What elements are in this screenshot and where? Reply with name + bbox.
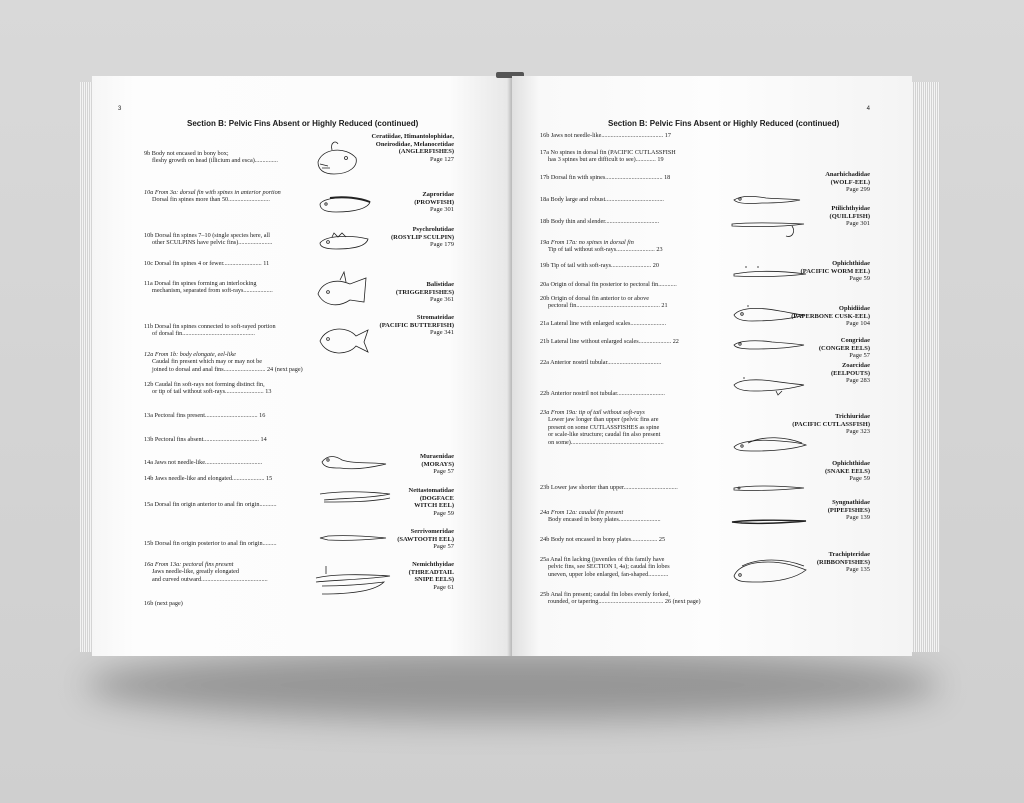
key-entry: 21b Lateral line without enlarged scales..................... 22: [540, 338, 679, 345]
key-entry: 9b Body not encased in bony box; fleshy growth on head (illicium and esca)...............: [144, 150, 278, 165]
key-entry: 21a Lateral line with enlarged scales.......................: [540, 320, 667, 327]
key-entry: 18a Body large and robust......................................: [540, 196, 664, 203]
key-entry: 25a Anal fin lacking (juveniles of this family have pelvic fins, see SECTION I, 4a); caudal fin lobes uneven, upper lobe enlarged, fan-shaped.............: [540, 556, 670, 578]
taxon-label: Zaproridae (PROWFISH) Page 301: [414, 191, 454, 214]
pipefish-illustration: [730, 517, 808, 527]
taxon-label: Serrivomeridae (SAWTOOTH EEL) Page 57: [397, 528, 454, 551]
conger-eel-illustration: [732, 337, 806, 353]
page-number: 3: [118, 106, 122, 112]
eelpout-illustration: [732, 375, 806, 397]
moray-illustration: [318, 452, 388, 474]
taxon-label: Nettastomatidae (DOGFACE WITCH EEL) Page 59: [408, 487, 454, 517]
book-shadow: [85, 650, 940, 720]
triggerfish-illustration: [314, 272, 372, 312]
butterfish-illustration: [316, 322, 370, 360]
key-entry: 11b Dorsal fin spines connected to soft-rayed portion of dorsal fin...............................................: [144, 323, 276, 338]
taxon-label: Ophichthidae (PACIFIC WORM EEL) Page 59: [800, 260, 870, 283]
key-entry: 18b Body thin and slender...................................: [540, 218, 660, 225]
key-entry: 22a Anterior nostril tubular...................................: [540, 359, 662, 366]
taxon-label: Balistidae (TRIGGERFISHES) Page 361: [395, 281, 454, 304]
worm-eel-illustration: [732, 264, 808, 282]
dogface-witch-eel-illustration: [316, 486, 392, 508]
taxon-label: Ophidiidae (PAPERBONE CUSK-EEL) Page 104: [791, 305, 870, 328]
key-entry: 10b Dorsal fin spines 7–10 (single species here, all other SCULPINS have pelvic fins)......................: [144, 232, 273, 247]
key-entry: 10c Dorsal fin spines 4 or fewer......................... 11: [144, 260, 270, 267]
key-entry: 10a From 3a: dorsal fin with spines in anterior portion Dorsal fin spines more than 50...........................: [144, 189, 281, 204]
key-entry: 15b Dorsal fin origin posterior to anal fin origin.........: [144, 540, 277, 547]
key-entry: 17b Dorsal fin with spines..................................... 18: [540, 174, 671, 181]
prowfish-illustration: [316, 192, 374, 216]
page-number: 4: [866, 106, 870, 112]
taxon-label: Muraenidae (MORAYS) Page 57: [420, 453, 454, 476]
key-entry: 14b Jaws needle-like and elongated..................... 15: [144, 475, 273, 482]
key-entry: 16b Jaws not needle-like........................................ 17: [540, 132, 671, 139]
taxon-label: Zoarcidae (EELPOUTS) Page 283: [830, 362, 870, 385]
key-entry: 13a Pectoral fins present.................................. 16: [144, 412, 266, 419]
taxon-label: Ptilichthyidae (QUILLFISH) Page 301: [829, 205, 870, 228]
key-entry: 12b Caudal fin soft-rays not forming distinct fin, or tip of tail without soft-rays......................... 13: [144, 381, 272, 396]
wolf-eel-illustration: [732, 193, 802, 207]
sawtooth-eel-illustration: [318, 531, 388, 545]
left-page: [92, 76, 512, 656]
taxon-label: Psychrolutidae (ROSYLIP SCULPIN) Page 179: [390, 226, 454, 249]
sculpin-illustration: [316, 231, 372, 253]
key-entry: 17a No spines in dorsal fin (PACIFIC CUTLASSFISH has 3 spines but are difficult to see)............. 19: [540, 149, 676, 164]
key-entry: 23b Lower jaw shorter than upper...................................: [540, 484, 678, 491]
key-entry: 13b Pectoral fins absent.................................... 14: [144, 436, 267, 443]
cusk-eel-illustration: [730, 303, 806, 327]
key-entry: 25b Anal fin present; caudal fin lobes evenly forked, rounded, or tapering.......................................... 26 (next page): [540, 591, 701, 606]
key-entry: 16b (next page): [144, 600, 183, 607]
taxon-label: Stromateidae (PACIFIC BUTTERFISH) Page 341: [379, 314, 454, 337]
key-entry: 20a Origin of dorsal fin posterior to pectoral fin............: [540, 281, 677, 288]
key-entry: 16a From 13a: pectoral fins present Jaws needle-like, greatly elongated and curved outward...........................................: [144, 561, 268, 583]
taxon-label: Anarhichadidae (WOLF-EEL) Page 299: [825, 171, 870, 194]
key-entry: 11a Dorsal fin spines forming an interlocking mechanism, separated from soft-rays...................: [144, 280, 273, 295]
ribbonfish-illustration: [728, 554, 808, 594]
key-entry: 19a From 17a: no spines in dorsal fin Tip of tail without soft-rays......................... 23: [540, 239, 663, 254]
right-page: [512, 76, 912, 656]
key-entry: 19b Tip of tail with soft-rays.......................... 20: [540, 262, 659, 269]
key-entry: 24a From 12a: caudal fin present Body encased in bony plates...........................: [540, 509, 661, 524]
taxon-label: Syngnathidae (PIPEFISHES) Page 139: [827, 499, 870, 522]
key-entry: 24b Body not encased in bony plates................. 25: [540, 536, 666, 543]
taxon-label: Trichiuridae (PACIFIC CUTLASSFISH) Page 323: [792, 413, 870, 436]
key-entry: 22b Anterior nostril not tubular...............................: [540, 390, 665, 397]
taxon-label: Nemichthyidae (THREADTAIL SNIPE EELS) Page 61: [408, 561, 454, 591]
quillfish-illustration: [730, 218, 806, 242]
cutlassfish-illustration: [730, 433, 808, 463]
key-entry: 14a Jaws not needle-like.....................................: [144, 459, 263, 466]
section-title: Section B: Pelvic Fins Absent or Highly Reduced (continued): [608, 119, 840, 128]
key-entry: 23a From 19a: tip of tail without soft-rays Lower jaw longer than upper (pelvic fins are present on some CUTLASSFISHES as spine or scale-like structure; caudal fin also present on some)............................................................: [540, 409, 664, 446]
section-title: Section B: Pelvic Fins Absent or Highly Reduced (continued): [187, 119, 419, 128]
anglerfish-illustration: [312, 140, 362, 180]
key-entry: 12a From 1b: body elongate, eel-like Caudal fin present which may or may not be joined to dorsal and anal fins........................... 24 (next page): [144, 351, 303, 373]
key-entry: 15a Dorsal fin origin anterior to anal fin origin...........: [144, 501, 277, 508]
key-entry: 20b Origin of dorsal fin anterior to or above pectoral fin...................................................... 21: [540, 295, 668, 310]
taxon-label: Ceratiidae, Himantolophidae, Oneirodidae, Melanocetidae (ANGLERFISHES) Page 127: [371, 133, 454, 163]
taxon-label: Congridae (CONGER EELS) Page 57: [818, 337, 870, 360]
snipe-eel-illustration: [312, 564, 392, 604]
snake-eel-illustration: [732, 481, 806, 495]
taxon-label: Ophichthidae (SNAKE EELS) Page 59: [825, 460, 870, 483]
taxon-label: Trachipteridae (RIBBONFISHES) Page 135: [816, 551, 870, 574]
